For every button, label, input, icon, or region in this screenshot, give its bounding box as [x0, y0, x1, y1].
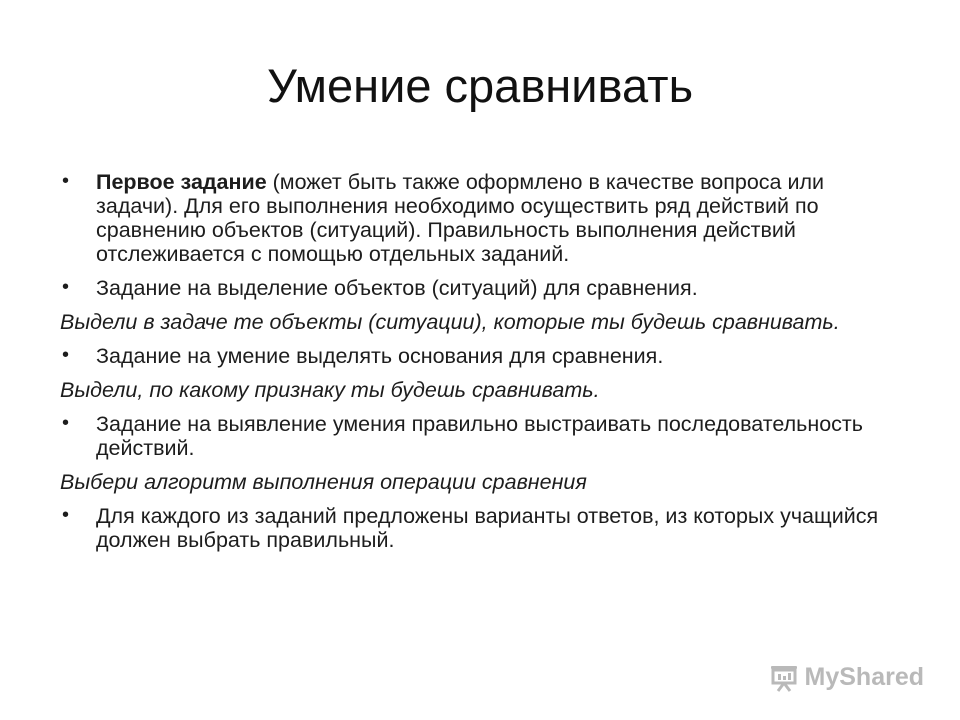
- bullet-bold-lead: Первое задание: [96, 170, 267, 194]
- bullet-item: [60, 276, 910, 300]
- bullet-text: (может быть также оформлено в качестве вопроса или задачи). Для его выполнения необходимо осуществить ряд действий по сравнению объектов (ситуаций). Правильность выполнения действий отслеживается с помощью отдельных заданий.: [96, 170, 825, 266]
- bullet-item: [60, 344, 910, 368]
- bullet-item: [60, 504, 910, 552]
- italic-instruction: Выдели в задаче те объекты (ситуации), которые ты будешь сравнивать.: [60, 310, 840, 334]
- italic-instruction: Выдели, по какому признаку ты будешь сравнивать.: [60, 378, 600, 402]
- bullet-marker: •: [62, 276, 70, 298]
- projector-screen-icon: [769, 664, 799, 692]
- bullet-marker: •: [62, 170, 70, 192]
- italic-instruction: Выбери алгоритм выполнения операции сравнения: [60, 470, 587, 494]
- bullet-marker: •: [62, 344, 70, 366]
- slide-body: [60, 170, 910, 562]
- watermark-text: MyShared: [804, 663, 924, 691]
- bullet-marker: •: [62, 412, 70, 434]
- bullet-text: Задание на выделение объектов (ситуаций) для сравнения.: [96, 276, 698, 300]
- bullet-marker: •: [62, 504, 70, 526]
- watermark-logo: [769, 663, 924, 692]
- bullet-text: Задание на умение выделять основания для сравнения.: [96, 344, 664, 368]
- bullet-item: [60, 170, 910, 266]
- bullet-text: Задание на выявление умения правильно выстраивать последовательность действий.: [96, 412, 863, 460]
- slide-title: Умение сравнивать: [266, 59, 694, 112]
- bullet-item: [60, 412, 910, 460]
- bullet-text: Для каждого из заданий предложены варианты ответов, из которых учащийся должен выбрать правильный.: [96, 504, 879, 552]
